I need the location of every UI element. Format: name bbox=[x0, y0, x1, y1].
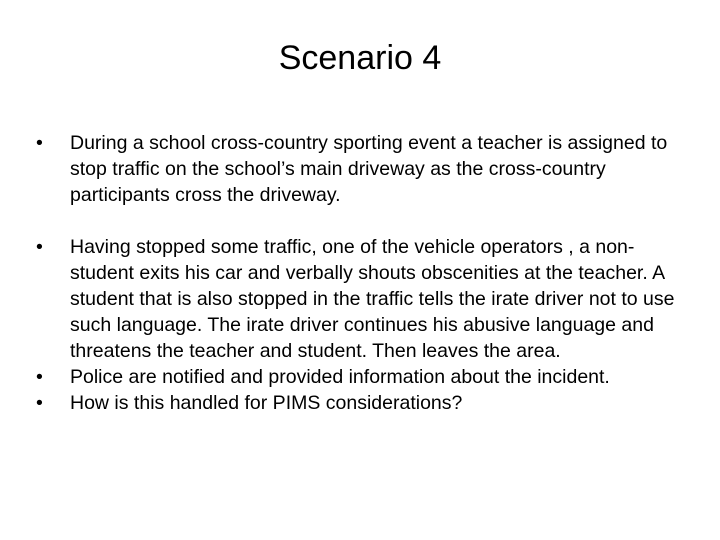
bullet-item bbox=[36, 130, 686, 208]
bullet-icon: • bbox=[36, 236, 43, 258]
bullet-item bbox=[36, 234, 686, 364]
bullet-icon: • bbox=[36, 366, 43, 388]
bullet-item bbox=[36, 364, 686, 390]
bullet-text: Police are notified and provided information about the incident. bbox=[70, 366, 610, 388]
bullet-icon: • bbox=[36, 132, 43, 154]
bullet-text: Having stopped some traffic, one of the vehicle operators , a non-student exits his car and verbally shouts obscenities at the teacher. A student that is also stopped in the traffic tells the irate driver not to use such language. The irate driver continues his abusive language and threatens the teacher and student. Then leaves the area. bbox=[70, 236, 675, 362]
bullet-text: During a school cross-country sporting event a teacher is assigned to stop traffic on the school’s main driveway as the cross-country participants cross the driveway. bbox=[70, 132, 668, 206]
bullet-list bbox=[36, 130, 686, 416]
bullet-text: How is this handled for PIMS considerations? bbox=[70, 392, 463, 414]
slide-title: Scenario 4 bbox=[278, 39, 442, 77]
bullet-icon: • bbox=[36, 392, 43, 414]
bullet-item bbox=[36, 390, 686, 416]
